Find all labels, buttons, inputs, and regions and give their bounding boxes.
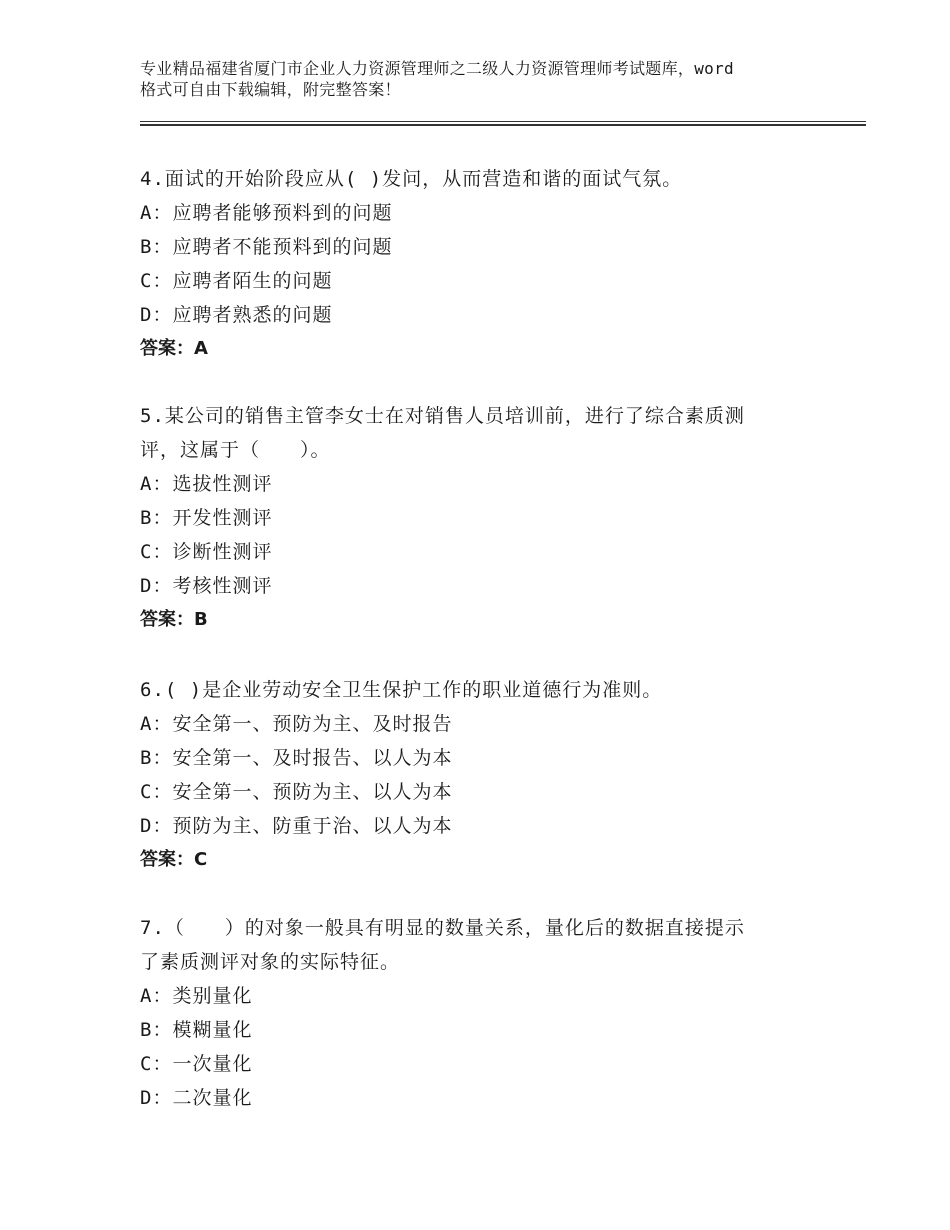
- option-b: B：开发性测评: [140, 507, 273, 529]
- question-7: [140, 911, 820, 1115]
- option-a: A：应聘者能够预料到的问题: [140, 202, 393, 224]
- header-divider-thin: [140, 121, 866, 122]
- option-b: B：模糊量化: [140, 1019, 253, 1041]
- option-b: B：应聘者不能预料到的问题: [140, 236, 393, 258]
- option-c: C：诊断性测评: [140, 541, 273, 563]
- option-d: D：预防为主、防重于治、以人为本: [140, 815, 453, 837]
- option-d: D：应聘者熟悉的问题: [140, 304, 333, 326]
- document-header: [140, 58, 840, 100]
- header-title-line-2: 格式可自由下载编辑，附完整答案！: [140, 80, 401, 99]
- question-stem: 4.面试的开始阶段应从( )发问，从而营造和谐的面试气氛。: [140, 168, 683, 190]
- option-d: D：考核性测评: [140, 575, 273, 597]
- option-c: C：安全第一、预防为主、以人为本: [140, 781, 453, 803]
- question-stem-continued: 了素质测评对象的实际特征。: [140, 951, 401, 973]
- answer-label: 答案：B: [140, 609, 208, 630]
- option-a: A：选拔性测评: [140, 473, 273, 495]
- question-stem-continued: 评，这属于（ ）。: [140, 439, 331, 461]
- answer-label: 答案：C: [140, 849, 208, 870]
- question-stem: 5.某公司的销售主管李女士在对销售人员培训前，进行了综合素质测: [140, 405, 745, 427]
- option-b: B：安全第一、及时报告、以人为本: [140, 747, 453, 769]
- option-c: C：一次量化: [140, 1053, 253, 1075]
- answer-label: 答案：A: [140, 338, 208, 359]
- option-a: A：类别量化: [140, 985, 253, 1007]
- option-d: D：二次量化: [140, 1087, 253, 1109]
- question-stem: 7.（ ）的对象一般具有明显的数量关系，量化后的数据直接提示: [140, 917, 745, 939]
- question-6: [140, 673, 820, 877]
- question-5: [140, 399, 820, 637]
- question-stem: 6.( )是企业劳动安全卫生保护工作的职业道德行为准则。: [140, 679, 663, 701]
- option-a: A：安全第一、预防为主、及时报告: [140, 713, 453, 735]
- header-divider-thick: [140, 124, 866, 126]
- question-4: [140, 162, 820, 366]
- option-c: C：应聘者陌生的问题: [140, 270, 333, 292]
- header-title-line-1: 专业精品福建省厦门市企业人力资源管理师之二级人力资源管理师考试题库，word: [140, 59, 734, 78]
